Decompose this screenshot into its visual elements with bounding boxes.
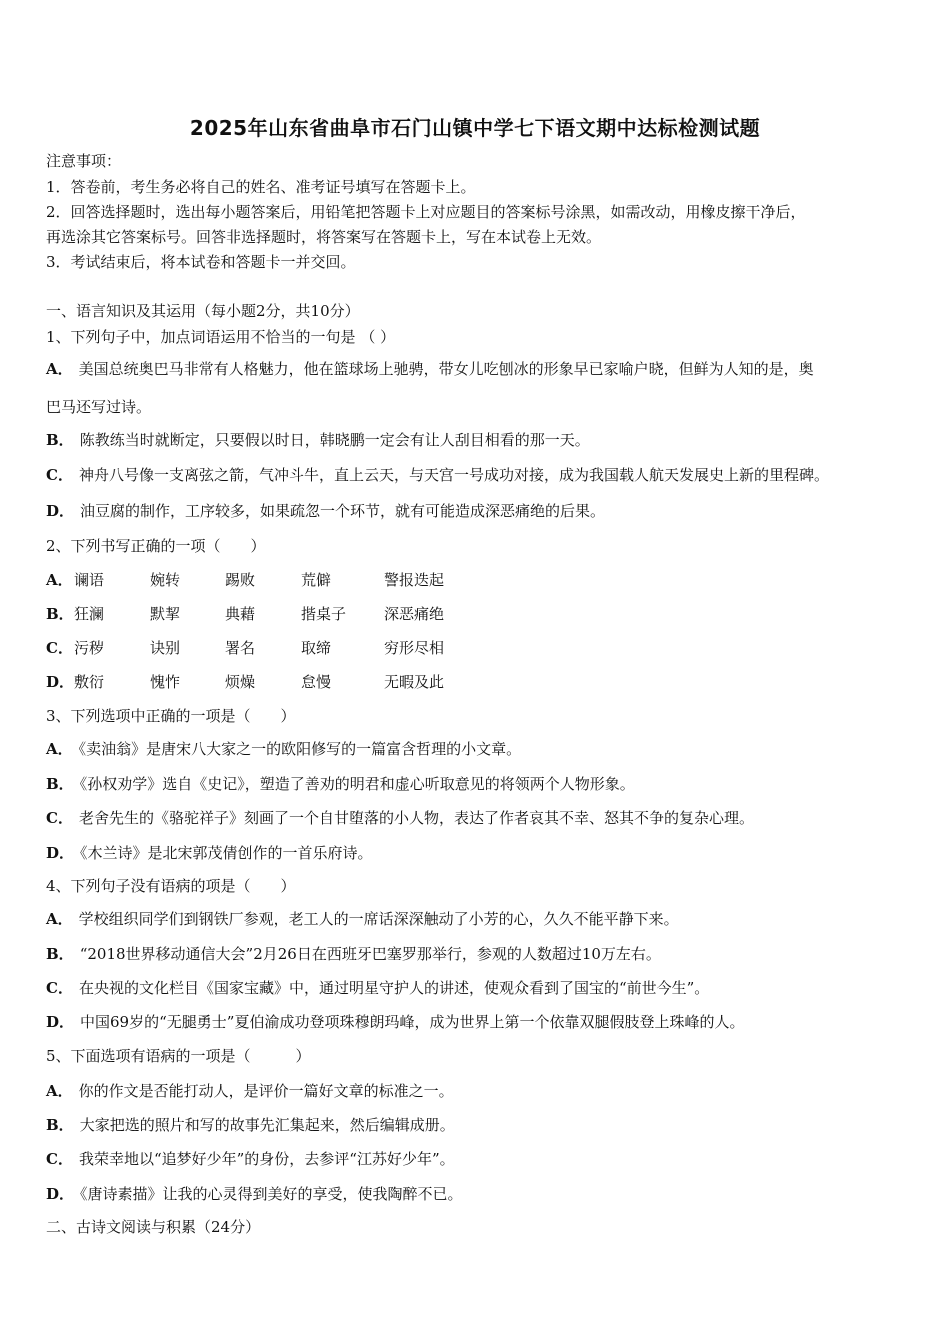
option-line: [46, 909, 679, 929]
option-text: 老舍先生的《骆驼祥子》刻画了一个自甘堕落的小人物，表达了作者哀其不幸、怒其不争的复杂心理。: [78, 809, 754, 827]
word-item: 警报迭起: [384, 571, 445, 589]
notice-item: 再选涂其它答案标号。回答非选择题时，将答案写在答题卡上，写在本试卷上无效。: [46, 228, 602, 246]
option-line: [46, 944, 661, 964]
page-title: 2025年山东省曲阜市石门山镇中学七下语文期中达标检测试题: [189, 116, 761, 140]
word-item: 荒僻: [301, 571, 332, 589]
option-line: [46, 465, 829, 485]
option-line: [46, 739, 521, 759]
option-key: B．: [46, 1116, 74, 1134]
option-text: “2018世界移动通信大会”2月26日在西班牙巴塞罗那举行，参观的人数超过10万左右。: [79, 945, 661, 963]
option-line: [46, 501, 605, 521]
question-stem: 3、下列选项中正确的一项是（ ）: [46, 707, 296, 725]
section-heading: 二、古诗文阅读与积累（24分）: [46, 1218, 261, 1236]
option-key: D．: [46, 844, 75, 862]
option-text: 巴马还写过诗。: [46, 398, 152, 416]
option-text: 陈教练当时就断定，只要假以时日，韩晓鹏一定会有让人刮目相看的那一天。: [79, 431, 590, 449]
notice-item: 3．考试结束后，将本试卷和答题卡一并交回。: [46, 253, 356, 271]
option-key: D．: [46, 1013, 75, 1031]
word-item: 烦燥: [225, 673, 256, 691]
word-item: 无暇及此: [384, 673, 445, 691]
option-key: D．: [46, 502, 75, 520]
option-key: C．: [46, 809, 73, 827]
option-line: [46, 397, 151, 417]
word-item: 狂澜: [74, 605, 105, 623]
option-text: 我荣幸地以“追梦好少年”的身份，去参评“江苏好少年”。: [78, 1150, 455, 1168]
option-key: D．: [46, 1185, 75, 1203]
word-item: 踢败: [225, 571, 256, 589]
notice-item: 2．回答选择题时，选出每小题答案后，用铅笔把答题卡上对应题目的答案标号涂黑，如需改动，用橡皮擦干净后，: [46, 203, 806, 221]
option-key: A．: [46, 571, 73, 589]
option-text: 在央视的文化栏目《国家宝藏》中，通过明星守护人的讲述，使观众看到了国宝的“前世今生”。: [78, 979, 710, 997]
option-key: C．: [46, 979, 73, 997]
option-line: [46, 808, 754, 828]
option-line: [46, 843, 373, 863]
option-key: B．: [46, 945, 74, 963]
option-text: 《唐诗素描》让我的心灵得到美好的享受，使我陶醉不已。: [80, 1185, 463, 1203]
word-item: 默挈: [150, 605, 181, 623]
option-text: 中国69岁的“无腿勇士”夏伯渝成功登项珠穆朗玛峰，成为世界上第一个依靠双腿假肢登上珠峰的人。: [80, 1013, 745, 1031]
option-text: 神舟八号像一支离弦之箭，气冲斗牛，直上云天，与天宫一号成功对接，成为我国载人航天发展史上新的里程碑。: [78, 466, 829, 484]
option-text: 油豆腐的制作，工序较多，如果疏忽一个环节，就有可能造成深恶痛绝的后果。: [80, 502, 606, 520]
word-item: 揩桌子: [301, 605, 347, 623]
option-key: C．: [46, 639, 73, 657]
option-key: D．: [46, 673, 75, 691]
word-item: 愧怍: [150, 673, 181, 691]
option-line: [46, 1115, 455, 1135]
question-stem: 1、下列句子中，加点词语运用不恰当的一句是 （ ）: [46, 328, 396, 346]
option-line: [46, 430, 590, 450]
word-item: 婉转: [150, 571, 181, 589]
question-stem: 5、下面选项有语病的一项是（ ）: [46, 1047, 311, 1065]
option-text: 学校组织同学们到钢铁厂参观，老工人的一席话深深触动了小芳的心，久久不能平静下来。: [78, 910, 679, 928]
word-item: 典藉: [225, 605, 256, 623]
word-item: 取缔: [301, 639, 332, 657]
question-stem: 2、下列书写正确的一项（ ）: [46, 537, 266, 555]
question-stem: 4、下列句子没有语病的项是（ ）: [46, 877, 296, 895]
word-item: 怠慢: [301, 673, 332, 691]
option-key: A．: [46, 360, 73, 378]
section-heading: 一、语言知识及其运用（每小题2分，共10分）: [46, 302, 360, 320]
option-line: [46, 978, 709, 998]
option-line: [46, 1081, 454, 1101]
option-line: [46, 359, 814, 379]
option-line: [46, 774, 635, 794]
word-item: 敷衍: [74, 673, 105, 691]
option-key: A．: [46, 1082, 73, 1100]
word-item: 穷形尽相: [384, 639, 445, 657]
option-key: C．: [46, 1150, 73, 1168]
option-text: 你的作文是否能打动人，是评价一篇好文章的标准之一。: [78, 1082, 454, 1100]
option-key: B．: [46, 605, 74, 623]
notice-heading: 注意事项：: [46, 152, 122, 170]
word-item: 诀别: [150, 639, 181, 657]
option-text: 《木兰诗》是北宋郭茂倩创作的一首乐府诗。: [80, 844, 373, 862]
option-text: 美国总统奥巴马非常有人格魅力，他在篮球场上驰骋，带女儿吃刨冰的形象早已家喻户晓，但鲜为人知的是，奥: [78, 360, 814, 378]
word-item: 污秽: [74, 639, 105, 657]
option-key: A．: [46, 740, 73, 758]
option-line: [46, 1149, 455, 1169]
option-line: [46, 1184, 463, 1204]
option-key: A．: [46, 910, 73, 928]
option-line: [46, 1012, 744, 1032]
option-text: 《卖油翁》是唐宋八大家之一的欧阳修写的一篇富含哲理的小文章。: [78, 740, 522, 758]
option-key: B．: [46, 431, 74, 449]
word-item: 深恶痛绝: [384, 605, 445, 623]
word-item: 署名: [225, 639, 256, 657]
word-item: 谰语: [74, 571, 105, 589]
option-key: C．: [46, 466, 73, 484]
option-text: 大家把选的照片和写的故事先汇集起来，然后编辑成册。: [79, 1116, 455, 1134]
option-text: 《孙权劝学》选自《史记》，塑造了善劝的明君和虚心听取意见的将领两个人物形象。: [79, 775, 635, 793]
option-key: B．: [46, 775, 74, 793]
notice-item: 1．答卷前，考生务必将自己的姓名、准考证号填写在答题卡上。: [46, 178, 476, 196]
